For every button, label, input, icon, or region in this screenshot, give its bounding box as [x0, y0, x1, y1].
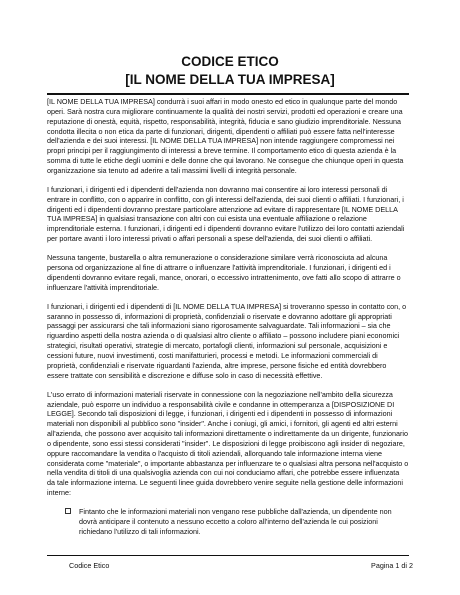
header-divider: [47, 93, 409, 95]
paragraph-conflict-of-interest: I funzionari, i dirigenti ed i dipendenti dell'azienda non dovranno mai consentire ai loro interessi personali di entrare in conflitto, con o apparire in conflitto, con gli interessi dell'azienda, dei suoi clienti o affiliati. I funzionari, i dirigenti ed i dipendenti dovranno prestare particolare attenzione ad evitare di rappresentare [IL NOME DELLA TUA IMPRESA] in qualsiasi transazione con altri con cui esista una eventuale affiliazione o relazione imprenditoriale esterna. I funzionari, i dirigenti ed i dipendenti dovranno evitare l'utilizzo dei loro contatti aziendali per portare avanti i loro interessi privati o affari personali a spese dell'azienda, dei suoi clienti o affiliati.: [47, 184, 405, 244]
paragraph-confidential-information: I funzionari, i dirigenti ed i dipendenti di [IL NOME DELLA TUA IMPRESA] si troveranno spesso in contatto con, o saranno in possesso di, informazioni di proprietà, confidenziali o riservate e dovranno adottare gli appropriati passaggi per assicurarsi che tali informazioni siano rigorosamente salvaguardate. Tali informazioni – sia che riguardino aspetti della nostra azienda o di qualsiasi altro cliente o affiliato – possono includere piani economici strategici, risultati operativi, strategie di mercato, portafogli clienti, informazioni sul personale, acquisizioni e cessioni future, nuovi investimenti, costi manifatturieri, processi e metodi. Le informazioni commerciali di proprietà, confidenziali e riservate riguardanti l'azienda, altre imprese, persone fisiche ed entità dovrebbero essere trattate con sensibilità e discrezione e diffuse solo in caso di necessità effettive.: [47, 301, 407, 380]
footer-document-title: Codice Etico: [69, 561, 110, 570]
paragraph-insider-information: L'uso errato di informazioni materiali riservate in connessione con la negoziazione nell'ambito della sicurezza aziendale, può esporre un individuo a responsabilità civile e condanne in ottemperanza a [DISPOSIZIONE DI LEGGE]. Secondo tali disposizioni di legge, i funzionari, i dirigenti ed i dipendenti in possesso di informazioni materiali non disponibili al pubblico sono "insider". Anche i coniugi, gli amici, i fornitori, gli agenti ed altri esterni all'azienda, che possono aver acquisito tali informazioni direttamente o indirettamente da un dirigente, funzionario o dipendente, sono essi stessi considerati "insider". Le disposizioni di legge proibiscono agli insider di negoziare, oppure raccomandare la vendita o l'acquisto di titoli aziendali, allorquando tale informazione interna viene considerata come "materiale", o importante abbastanza per influenzare te o qualsiasi altra persona nell'acquisto o nella vendita di titoli di una qualsivoglia azienda con cui noi conduciamo affari, che potrebbe essere influenzata da tale informazione interna. Le seguenti linee guida dovrebbero venire seguite nella gestione delle informazioni interne:: [47, 389, 409, 498]
checklist-item: [65, 507, 409, 537]
checkbox-icon: [65, 508, 71, 514]
company-name-placeholder: [IL NOME DELLA TUA IMPRESA]: [125, 72, 335, 87]
paragraph-intro: [IL NOME DELLA TUA IMPRESA] condurrà i suoi affari in modo onesto ed etico in qualunque parte del mondo operi. Sarà nostra cura migliorare continuamente la qualità dei nostri servizi, prodotti ed operazioni e creare una reputazione di onestà, equità, rispetto, responsabilità, integrità, fiducia e sano giudizio imprenditoriale. Nessuna condotta illecita o non etica da parte di funzionari, dirigenti, dipendenti o affiliati può essere fatta nell'interesse dell'azienda e dei suoi interessi. [IL NOME DELLA TUA IMPRESA] non intende raggiungere compromessi nei propri principi per il raggiungimento di interessi a breve termine. Il comportamento etico di questa azienda è la somma di tutte le etiche degli uomini e delle donne che qui lavorano. Ne consegue che chiunque operi in questa organizzazione sia tenuto ad aderire a tali massimi livelli di integrità personale.: [47, 97, 404, 175]
footer-divider: [47, 555, 409, 556]
document-body: [47, 97, 409, 537]
document-title: CODICE ETICO: [181, 54, 279, 69]
paragraph-bribery: Nessuna tangente, bustarella o altra remunerazione o considerazione similare verrà riconosciuta ad alcuna persona od organizzazione al fine di attrarre o influenzare l'attività imprenditoriale. I funzionari, i dirigenti ed i dipendenti dovranno evitare regali, mance, onorari, o eccessivo intrattenimento, ove fatti allo scopo di attrarre o influenzare l'attività imprenditoriale.: [47, 253, 401, 292]
checklist-item-text: Fintanto che le informazioni materiali non vengano rese pubbliche dall'azienda, un dipendente non dovrà anticipare il contenuto a nessuno eccetto a coloro all'interno dell'azienda le cui posizioni richiedano l'utilizzo di tali informazioni.: [79, 507, 392, 536]
footer-page-number: Pagina 1 di 2: [371, 561, 413, 570]
